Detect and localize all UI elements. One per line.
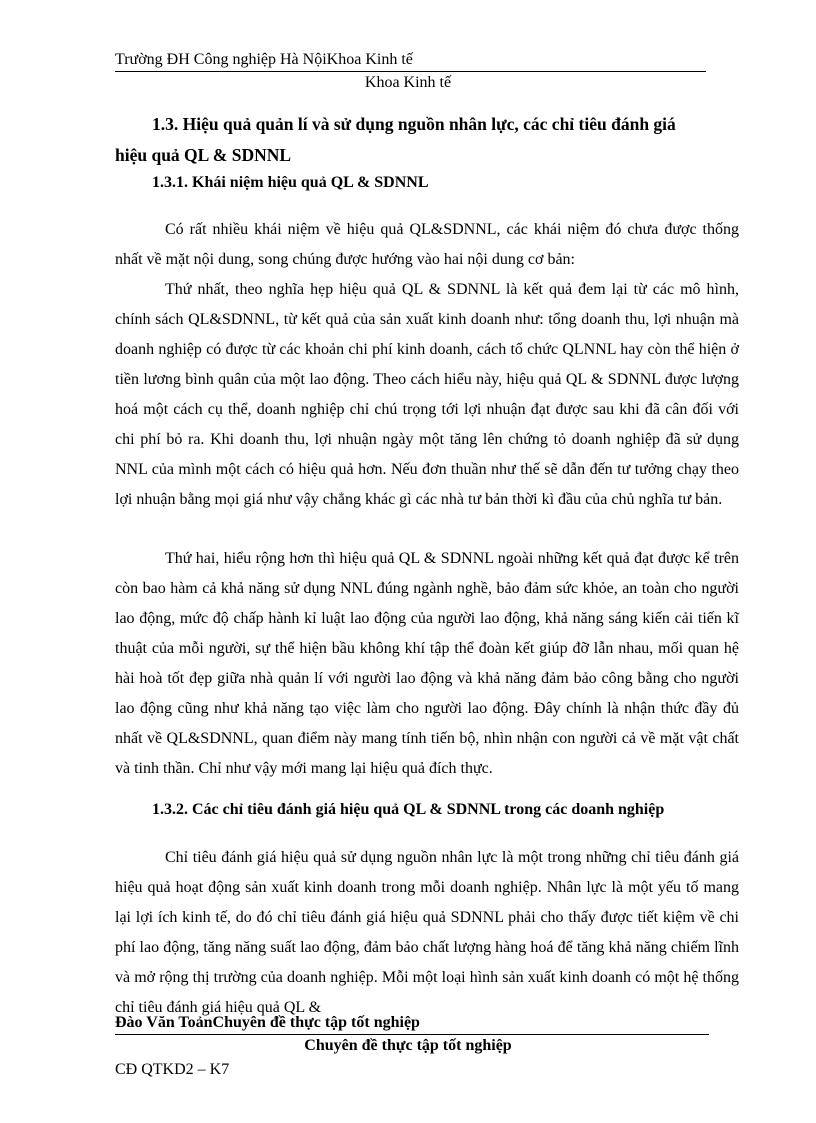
paragraph: Chỉ tiêu đánh giá hiệu quả sử dụng nguồn nhân lực là một trong những chỉ tiêu đánh giá hiệu quả hoạt động sản xuất kinh doanh trong mỗi doanh nghiệp. Nhân lực là một yếu tố mang lại lợi ích kinh tế, do đó chỉ tiêu đánh giá hiệu quả SDNNL phải cho thấy được tiết kiệm về chi phí lao động, tăng năng suất lao động, đảm bảo chất lượng hàng hoá để tăng khả năng chiếm lĩnh và mở rộng thị trường của doanh nghiệp. Mỗi một loại hình sản xuất kinh doanh có một hệ thống chỉ tiêu đánh giá hiệu quả QL &	[115, 849, 739, 1016]
section-heading-line2: hiệu quả QL & SDNNL	[115, 145, 292, 165]
footer-class-code: CĐ QTKD2 – K7	[115, 1061, 230, 1078]
paragraph: Có rất nhiều khái niệm về hiệu quả QL&SDNNL, các khái niệm đó chưa được thống nhất về mặt nội dung, song chúng được hướng vào hai nội dung cơ bản:	[115, 221, 739, 268]
section-heading-line1: 1.3. Hiệu quả quản lí và sử dụng nguồn nhân lực, các chỉ tiêu đánh giá	[152, 114, 676, 134]
section-heading	[115, 109, 739, 171]
subsection-heading-1-3-2: 1.3.2. Các chỉ tiêu đánh giá hiệu quả QL & SDNNL trong các doanh nghiệp	[152, 801, 665, 818]
subsection-heading-1-3-1: 1.3.1. Khái niệm hiệu quả QL & SDNNL	[152, 174, 429, 191]
footer-subtitle: Chuyên đề thực tập tốt nghiệp	[304, 1037, 512, 1054]
paragraph: Thứ nhất, theo nghĩa hẹp hiệu quả QL & SDNNL là kết quả đem lại từ các mô hình, chính sách QL&SDNNL, từ kết quả của sản xuất kinh doanh như: tổng doanh thu, lợi nhuận mà doanh nghiệp có được từ các khoản chi phí kinh doanh, cách tổ chức QLNNL hay còn thể hiện ở tiền lương bình quân của một lao động. Theo cách hiểu này, hiệu quả QL & SDNNL được lượng hoá một cách cụ thể, doanh nghiệp chỉ chú trọng tới lợi nhuận đạt được sau khi đã cân đối với chi phí bỏ ra. Khi doanh thu, lợi nhuận ngày một tăng lên chứng tỏ doanh nghiệp đã sử dụng NNL của mình một cách có hiệu quả hơn. Nếu đơn thuần như thế sẽ dẫn đến tư tưởng chạy theo lợi nhuận bằng mọi giá như vậy chẳng khác gì các nhà tư bản thời kì đầu của chủ nghĩa tư bản.	[115, 281, 739, 508]
paragraph: Thứ hai, hiểu rộng hơn thì hiệu quả QL & SDNNL ngoài những kết quả đạt được kể trên còn bao hàm cả khả năng sử dụng NNL đúng ngành nghề, bảo đảm sức khỏe, an toàn cho người lao động, mức độ chấp hành kỉ luật lao động của người lao động, khả năng sáng kiến cải tiến kĩ thuật của mỗi người, sự thể hiện bầu không khí tập thể đoàn kết giúp đỡ lẫn nhau, mối quan hệ hài hoà tốt đẹp giữa nhà quản lí với người lao động và khả năng đảm bảo công bằng cho người lao động cũng như khả năng tạo việc làm cho người lao động. Đây chính là nhận thức đầy đủ nhất về QL&SDNNL, quan điểm này mang tính tiến bộ, nhìn nhận con người cả về mặt vật chất và tinh thần. Chỉ như vậy mới mang lại hiệu quả đích thực.	[115, 550, 739, 777]
page-footer: Đào Văn ToảnChuyên đề thực tập tốt nghiệp	[115, 1013, 709, 1035]
header-subtitle: Khoa Kinh tế	[364, 74, 452, 91]
page-header: Trường ĐH Công nghiệp Hà NộiKhoa Kinh tế	[115, 50, 706, 72]
